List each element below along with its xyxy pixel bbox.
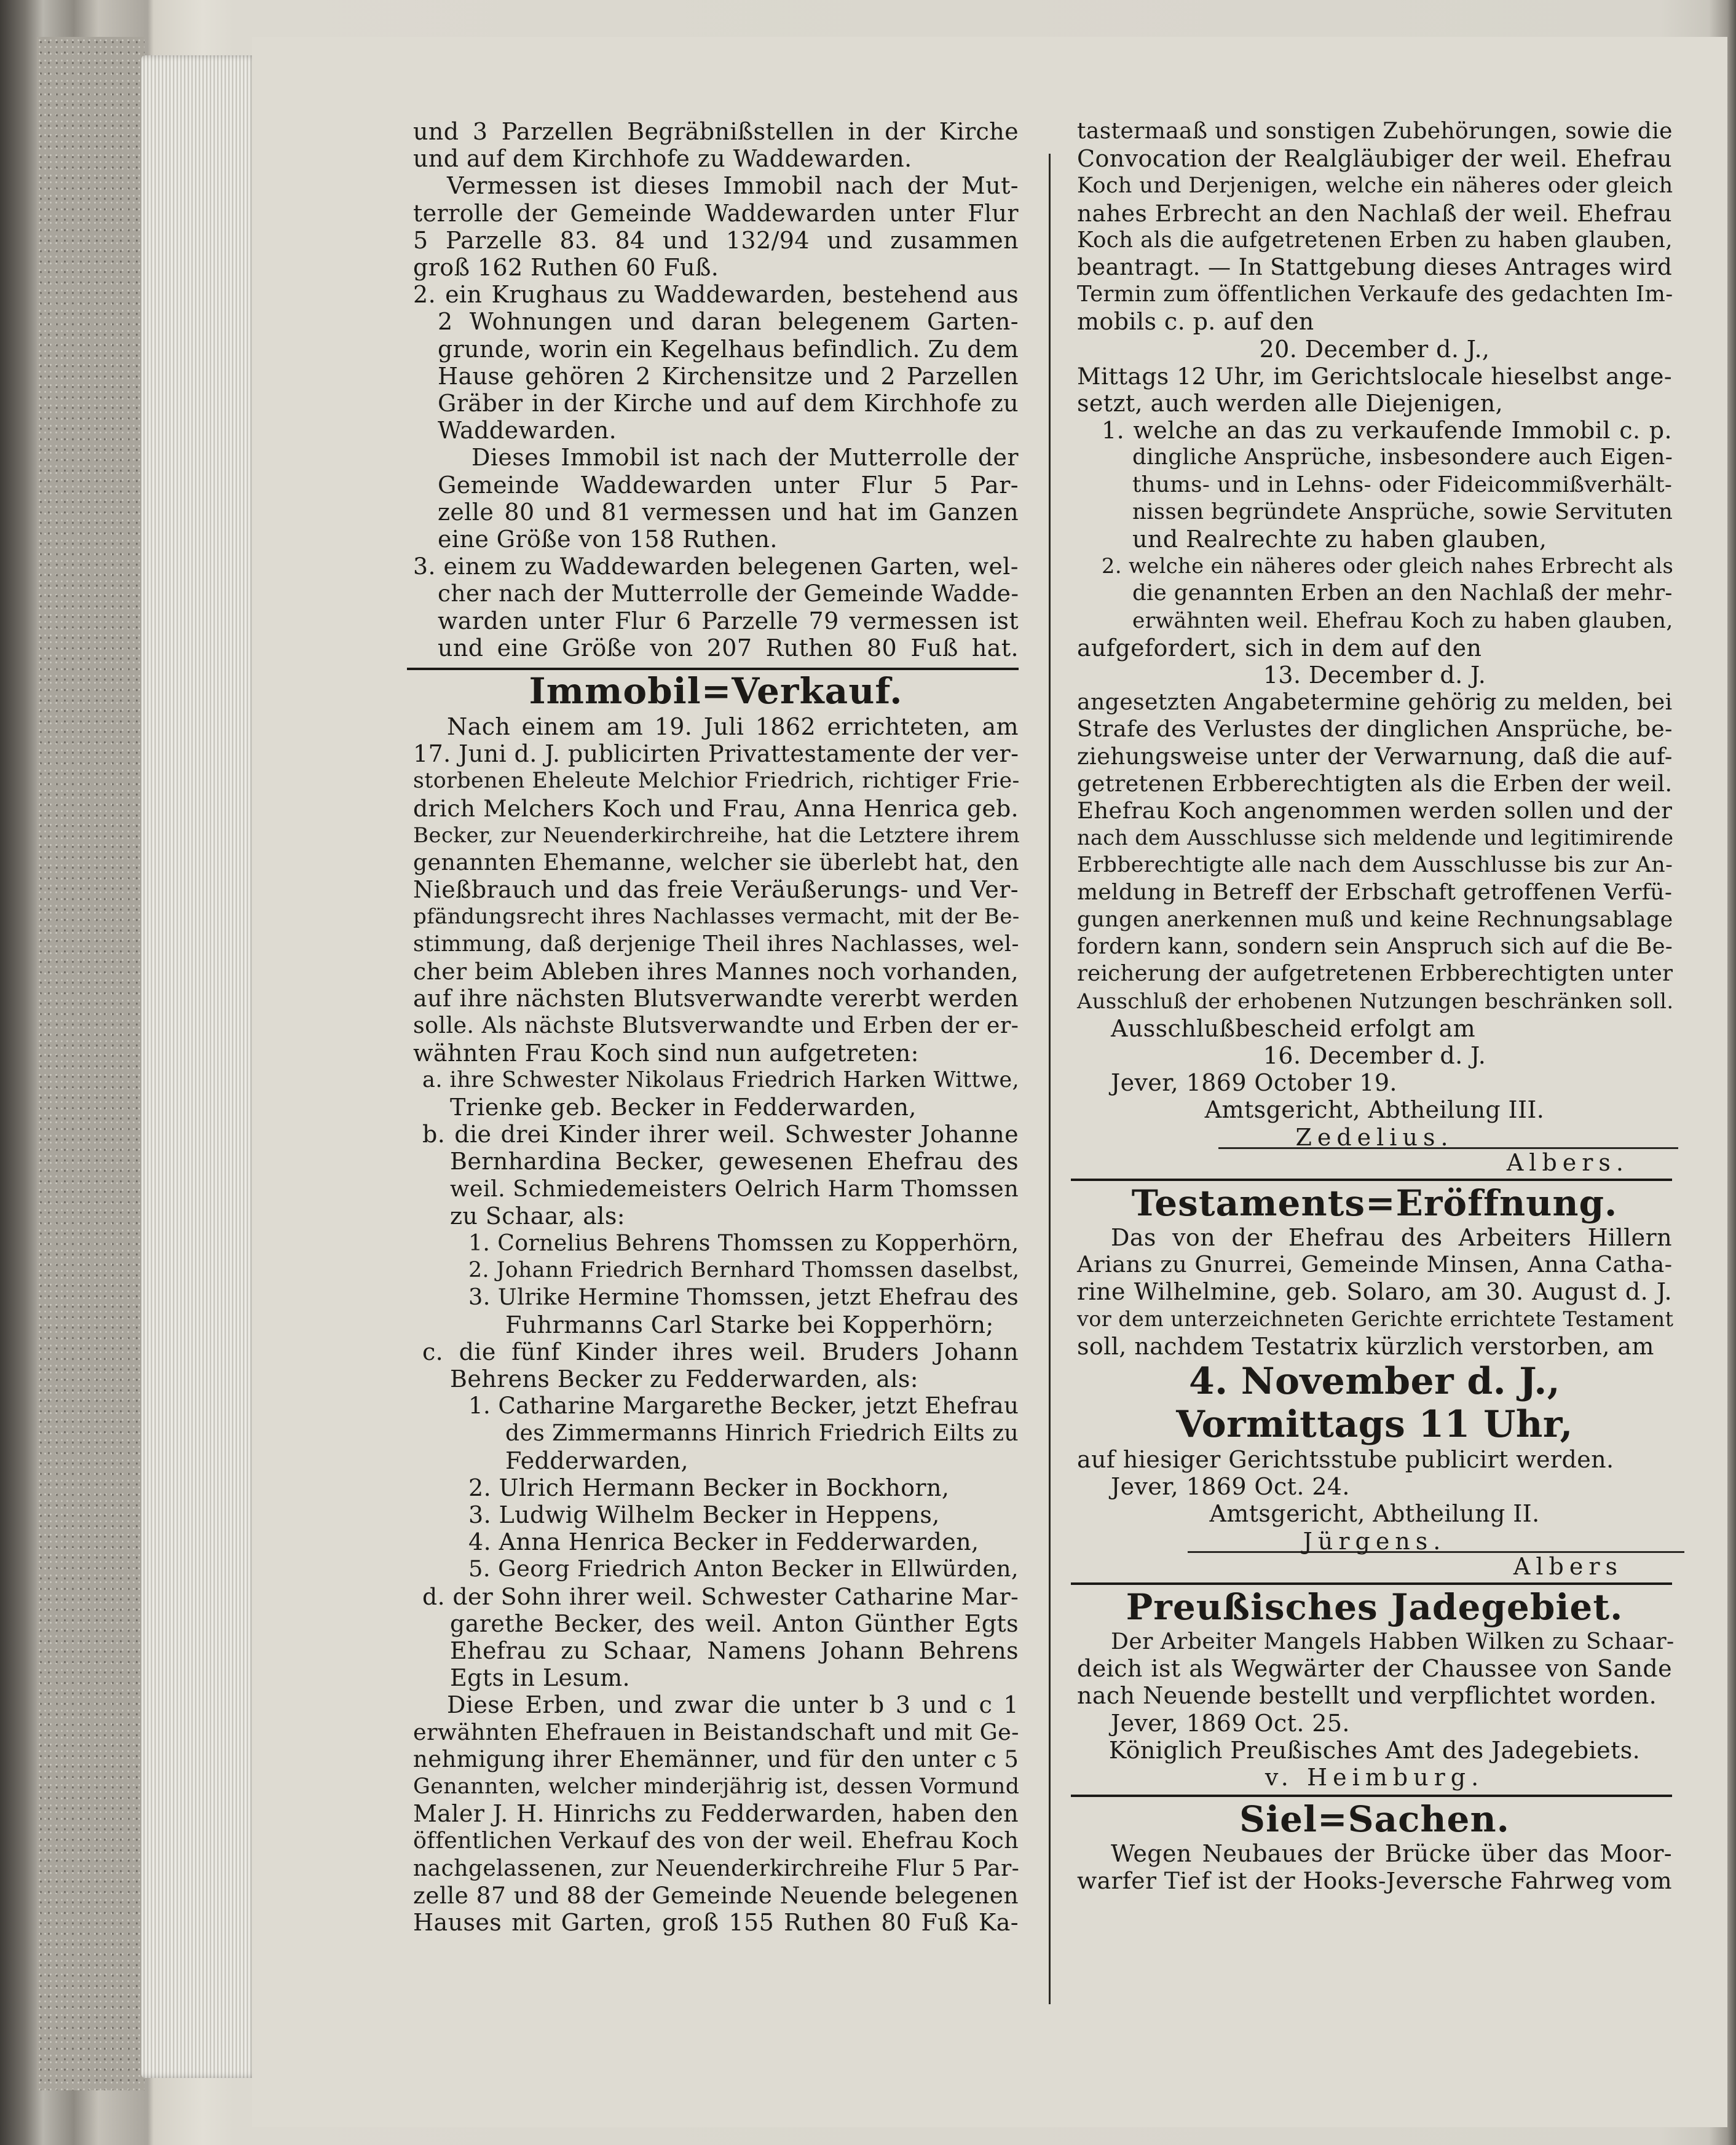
text-line: weil. Schmiedemeisters Oelrich Harm Thomssen <box>450 1175 1019 1202</box>
text-line: 17. Juni d. J. publicirten Privattestamente der ver- <box>413 740 1019 768</box>
text-line: cher nach der Mutterrolle der Gemeinde Wadde- <box>438 580 1019 607</box>
text-line: Fedderwarden, <box>505 1447 688 1474</box>
text-line: Termin zum öffentlichen Verkaufe des gedachten Im- <box>1077 282 1673 307</box>
text-line: erwähnten weil. Ehefrau Koch zu haben glauben, <box>1132 608 1673 633</box>
text-line: 3. einem zu Waddewarden belegenen Garten, wel- <box>413 553 1019 580</box>
sale-continuation <box>1077 118 1672 417</box>
text-line: Waddewarden. <box>438 417 617 444</box>
text-line: nahes Erbrecht an den Nachlaß der weil. Ehefrau <box>1077 199 1672 227</box>
text-line: Arians zu Gnurrei, Gemeinde Minsen, Anna Catha- <box>1077 1251 1673 1278</box>
official-signature: v. Heimburg. <box>1265 1763 1485 1791</box>
heirs-d <box>413 1583 1019 1692</box>
text-line: 1. Cornelius Behrens Thomssen zu Kopperhörn, <box>468 1229 1019 1256</box>
text-line: Mittags 12 Uhr, im Gerichtslocale hieselbst ange- <box>1077 362 1672 390</box>
text-line: zu Schaar, als: <box>450 1202 625 1230</box>
heirs-c-list <box>413 1392 1019 1582</box>
text-line: warden unter Flur 6 Parzelle 79 vermessen ist <box>438 607 1019 634</box>
text-line: tastermaaß und sonstigen Zubehörungen, sowie die <box>1077 119 1673 144</box>
text-line: rine Wilhelmine, geb. Solaro, am 30. August d. J. <box>1077 1278 1672 1306</box>
text-line: 3. Ulrike Hermine Thomssen, jetzt Ehefrau des <box>468 1284 1019 1311</box>
text-line: Maler J. H. Hinrichs zu Fedderwarden, haben den <box>413 1800 1019 1828</box>
heirs-b-list <box>413 1230 1019 1338</box>
text-line: ziehungsweise unter der Verwarnung, daß die auf- <box>1077 743 1673 770</box>
text-line: 1. Catharine Margarethe Becker, jetzt Ehefrau <box>468 1392 1019 1420</box>
text-line: öffentlichen Verkauf des von der weil. Ehefrau Koch <box>413 1827 1019 1854</box>
text-line: Convocation der Realgläubiger der weil. Ehefrau <box>1077 145 1672 173</box>
section-rule <box>1071 1179 1672 1181</box>
text-line: Fuhrmanns Carl Starke bei Kopperhörn; <box>505 1311 994 1338</box>
text-line: Ausschluß der erhobenen Nutzungen beschränken soll. <box>1077 989 1674 1013</box>
text-line: genannten Ehemanne, welcher sie überlebt hat, den <box>413 849 1019 876</box>
text-line: deich ist als Wegwärter der Chaussee von Sande <box>1077 1655 1672 1683</box>
text-line: garethe Becker, des weil. Anton Günther Egts <box>450 1610 1019 1637</box>
parcel-intro <box>413 118 1019 281</box>
text-line: 5 Parzelle 83. 84 und 132/94 und zusammen <box>413 226 1019 254</box>
text-line: erwähnten Ehefrauen in Beistandschaft und mit Ge- <box>413 1718 1019 1745</box>
section-heading: Siel=Sachen. <box>1239 1798 1510 1841</box>
text-line: nach Neuende bestellt und verpflichtet worden. <box>1077 1682 1657 1710</box>
office-name: Königlich Preußisches Amt des Jadegebiets. <box>1108 1736 1641 1764</box>
place-date: Jever, 1869 October 19. <box>1111 1069 1397 1097</box>
text-line: 3. Ludwig Wilhelm Becker in Heppens, <box>468 1501 940 1528</box>
text-line: Vermessen ist dieses Immobil nach der Mut- <box>447 172 1019 200</box>
text-line: auf hiesiger Gerichtsstube publicirt werden. <box>1077 1445 1614 1473</box>
right-column <box>1077 118 1675 1895</box>
text-line: getretenen Erbberechtigten als die Erben der weil. <box>1077 770 1673 797</box>
heirs-c <box>413 1338 1019 1392</box>
text-line: zelle 87 und 88 der Gemeinde Neuende belegenen <box>413 1881 1019 1909</box>
text-line: Nießbrauch und das freie Veräußerungs- und Ver- <box>413 876 1019 904</box>
text-line: c. die fünf Kinder ihres weil. Bruders Johann <box>422 1338 1019 1365</box>
text-line: nissen begründete Ansprüche, sowie Servituten <box>1132 499 1673 524</box>
text-line: pfändungsrecht ihres Nachlasses vermacht, mit der Be- <box>413 904 1020 930</box>
text-line: die genannten Erben an den Nachlaß der mehr- <box>1132 580 1673 606</box>
text-line: Dieses Immobil ist nach der Mutterrolle der <box>471 444 1019 472</box>
book-cover-edge <box>37 37 144 2090</box>
text-line: auf ihre nächsten Blutsverwandte vererbt werden <box>413 985 1019 1013</box>
text-line: Hauses mit Garten, groß 155 Ruthen 80 Fuß Ka- <box>413 1909 1019 1936</box>
text-line: grunde, worin ein Kegelhaus befindlich. Zu dem <box>438 335 1019 363</box>
item-2 <box>413 281 1019 553</box>
text-line: soll, nachdem Testatrix kürzlich verstorben, am <box>1077 1332 1654 1360</box>
text-line: Strafe des Verlustes der dinglichen Ansprüche, be- <box>1077 716 1673 743</box>
text-line: stimmung, daß derjenige Theil ihres Nachlasses, wel- <box>413 931 1019 957</box>
text-line: mobils c. p. auf den <box>1077 308 1314 336</box>
place-date: Jever, 1869 Oct. 24. <box>1111 1473 1350 1501</box>
text-line: nachgelassenen, zur Neuenderkirchreihe Flur 5 Par- <box>413 1854 1020 1881</box>
text-line: groß 162 Ruthen 60 Fuß. <box>413 254 719 282</box>
claims-point-1 <box>1077 417 1672 553</box>
date-line: 16. December d. J. <box>1263 1041 1486 1069</box>
text-line: und auf dem Kirchhofe zu Waddewarden. <box>413 145 912 173</box>
text-line: Bernhardina Becker, gewesenen Ehefrau des <box>450 1148 1019 1175</box>
text-line: storbenen Eheleute Melchior Friedrich, richtiger Frie- <box>413 768 1020 794</box>
text-line: terrolle der Gemeinde Waddewarden unter Flur <box>413 199 1019 227</box>
testament-body <box>1077 1224 1672 1360</box>
text-line: 2. ein Krughaus zu Waddewarden, bestehend aus <box>413 281 1019 309</box>
section-heading: Immobil=Verkauf. <box>529 670 903 713</box>
section-heading: Testaments=Eröffnung. <box>1131 1182 1618 1224</box>
text-line: Gemeinde Waddewarden unter Flur 5 Par- <box>438 471 1019 499</box>
court-name: Amtsgericht, Abtheilung III. <box>1204 1096 1545 1124</box>
text-line: 2. Johann Friedrich Bernhard Thomssen daselbst, <box>468 1258 1020 1283</box>
text-line: Der Arbeiter Mangels Habben Wilken zu Schaar- <box>1111 1627 1675 1654</box>
text-line: Trienke geb. Becker in Fedderwarden, <box>450 1093 917 1121</box>
testament-date: 4. November d. J., <box>1189 1359 1560 1403</box>
text-line: Ehefrau zu Schaar, Namens Johann Behrens <box>450 1637 1019 1664</box>
summons-text <box>1077 689 1672 1014</box>
judge-signature: Jürgens. <box>1303 1527 1446 1555</box>
text-line: cher beim Ableben ihres Mannes noch vorhanden, <box>413 957 1019 985</box>
text-line: Behrens Becker zu Fedderwarden, als: <box>450 1365 919 1392</box>
section-rule <box>1071 1582 1672 1585</box>
text-line: Becker, zur Neuenderkirchreihe, hat die Letztere ihrem <box>413 823 1020 848</box>
item-3 <box>413 553 1019 662</box>
text-line: und Realrechte zu haben glauben, <box>1132 526 1547 553</box>
text-line: Egts in Lesum. <box>450 1664 631 1692</box>
text-line: drich Melchers Koch und Frau, Anna Henrica geb. <box>413 794 1019 822</box>
text-line: eine Größe von 158 Ruthen. <box>438 526 778 553</box>
testament-time: Vormittags 11 Uhr, <box>1176 1402 1573 1446</box>
date-line: 13. December d. J. <box>1263 662 1486 689</box>
text-line: nach dem Ausschlusse sich meldende und legitimirende <box>1077 826 1674 850</box>
text-line: solle. Als nächste Blutsverwandte und Erben der er- <box>413 1012 1019 1039</box>
claims-point-2 <box>1077 553 1672 634</box>
text-line: Gräber in der Kirche und auf dem Kirchhofe zu <box>438 390 1019 417</box>
clerk-signature: Albers <box>1513 1552 1623 1580</box>
clerk-signature: Albers. <box>1506 1148 1629 1176</box>
text-line: vor dem unterzeichneten Gerichte errichtete Testament <box>1077 1306 1674 1331</box>
text-line: b. die drei Kinder ihrer weil. Schwester Johanne <box>422 1121 1019 1148</box>
text-line: Ausschlußbescheid erfolgt am <box>1111 1014 1476 1042</box>
text-line: d. der Sohn ihrer weil. Schwester Catharine Mar- <box>422 1582 1019 1610</box>
text-line: Wegen Neubaues der Brücke über das Moor- <box>1111 1840 1672 1868</box>
text-line: wähnten Frau Koch sind nun aufgetreten: <box>413 1039 919 1067</box>
place-date: Jever, 1869 Oct. 25. <box>1111 1709 1350 1737</box>
text-line: 1. welche an das zu verkaufende Immobil c. p. <box>1102 417 1672 444</box>
jade-notice <box>1077 1627 1675 1710</box>
text-line: 4. Anna Henrica Becker in Fedderwarden, <box>468 1528 979 1556</box>
text-line: des Zimmermanns Hinrich Friedrich Eilts zu <box>505 1420 1019 1447</box>
text-line: fordern kann, sondern sein Anspruch sich auf die Be- <box>1077 934 1673 960</box>
text-line: Ehefrau Koch angenommen werden sollen und der <box>1077 797 1673 824</box>
text-line: Das von der Ehefrau des Arbeiters Hillern <box>1111 1223 1672 1251</box>
text-line: Diese Erben, und zwar die unter b 3 und c 1 <box>447 1691 1019 1719</box>
text-line: 2. Ulrich Hermann Becker in Bockhorn, <box>468 1474 950 1501</box>
heirs-a <box>413 1067 1019 1121</box>
page-stack-edge <box>141 55 258 2078</box>
text-line: und eine Größe von 207 Ruthen 80 Fuß hat. <box>438 634 1019 662</box>
text-line: nehmigung ihrer Ehemänner, und für den unter c 5 <box>413 1745 1019 1772</box>
text-line: 2 Wohnungen und daran belegenem Garten- <box>438 308 1019 336</box>
date-line: 20. December d. J., <box>1259 335 1490 363</box>
text-line: Erbberechtigte alle nach dem Ausschlusse bis zur An- <box>1077 853 1673 878</box>
text-line: Koch und Derjenigen, welche ein näheres oder gleich <box>1077 173 1673 199</box>
text-line: meldung in Betreff der Erbschaft getroffenen Verfü- <box>1077 879 1673 905</box>
left-column <box>413 118 1019 1936</box>
court-name: Amtsgericht, Abtheilung II. <box>1209 1500 1540 1528</box>
text-line: thums- und in Lehns- oder Fideicommißverhält- <box>1132 472 1673 497</box>
text-line: 5. Georg Friedrich Anton Becker in Ellwürden, <box>468 1555 1019 1582</box>
section-rule <box>1071 1795 1672 1797</box>
text-line: a. ihre Schwester Nikolaus Friedrich Harken Wittwe, <box>422 1067 1020 1092</box>
text-line: angesetzten Angabetermine gehörig zu melden, bei <box>1077 689 1673 716</box>
column-divider <box>1049 154 1051 2004</box>
text-line: Nach einem am 19. Juli 1862 errichteten, am <box>447 713 1019 741</box>
text-line: Koch als die aufgetretenen Erben zu haben glauben, <box>1077 227 1673 253</box>
text-line: Hause gehören 2 Kirchensitze und 2 Parzellen <box>438 362 1019 390</box>
text-line: dingliche Ansprüche, insbesondere auch Eigen- <box>1132 444 1673 470</box>
text-line: aufgefordert, sich in dem auf den <box>1077 634 1482 662</box>
text-line: 2. welche ein näheres oder gleich nahes Erbrecht als <box>1102 554 1674 579</box>
section-heading: Preußisches Jadegebiet. <box>1126 1586 1624 1628</box>
text-line: warfer Tief ist der Hooks-Jeversche Fahrweg vom <box>1077 1867 1672 1895</box>
text-line: zelle 80 und 81 vermessen und hat im Ganzen <box>438 498 1019 526</box>
sale-notice-body <box>413 713 1019 1067</box>
siel-notice <box>1077 1840 1672 1894</box>
sale-notice-final <box>413 1691 1019 1936</box>
text-line: setzt, auch werden alle Diejenigen, <box>1077 390 1504 417</box>
text-line: Genannten, welcher minderjährig ist, dessen Vormund <box>413 1774 1020 1799</box>
text-line: beantragt. — In Stattgebung dieses Antrages wird <box>1077 254 1673 281</box>
judge-signature: Zedelius. <box>1295 1123 1454 1151</box>
text-line: reicherung der aufgetretenen Erbberechtigten unter <box>1077 961 1673 987</box>
heirs-b <box>413 1121 1019 1230</box>
text-line: und 3 Parzellen Begräbnißstellen in der Kirche <box>413 118 1019 145</box>
text-line: gungen anerkennen muß und keine Rechnungsablage <box>1077 907 1673 932</box>
